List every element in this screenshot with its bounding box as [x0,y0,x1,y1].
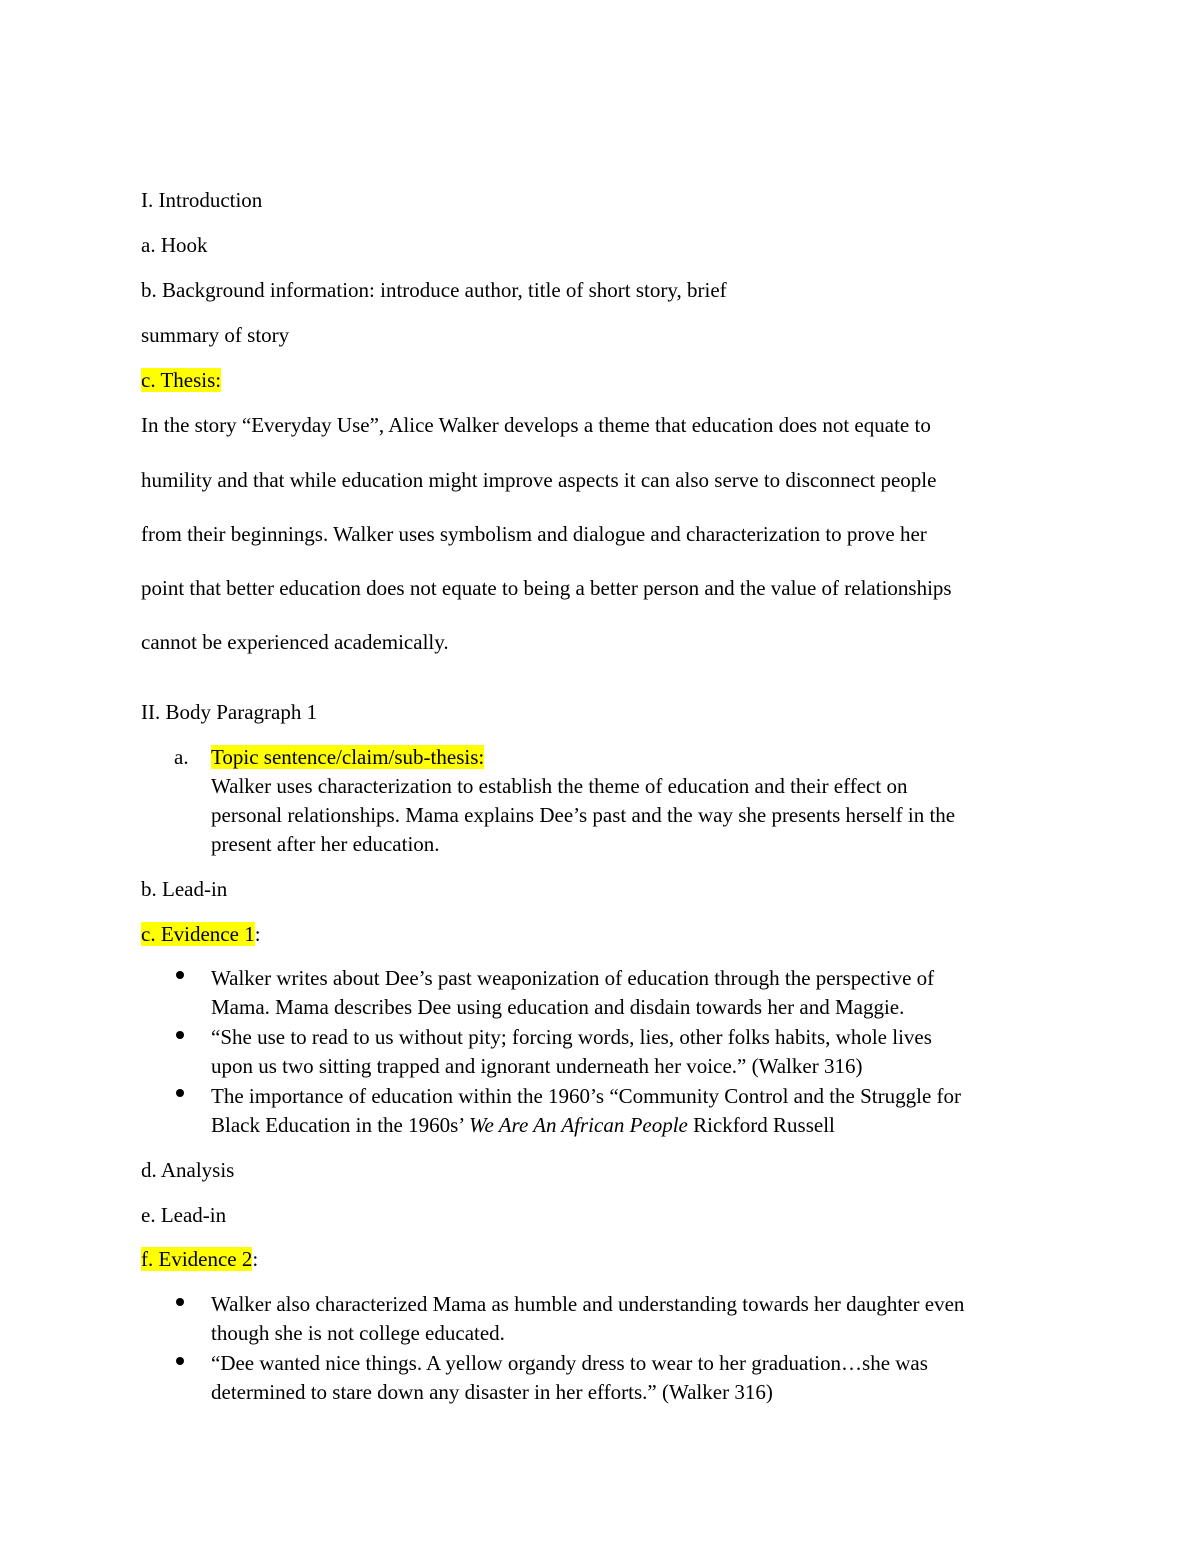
evidence-2-bullet-1-line-1: Walker also characterized Mama as humble and understanding towards her daughter even [211,1292,965,1316]
evidence-1-colon: : [254,922,261,946]
evidence-2-label [141,1246,258,1272]
topic-line: personal relationships. Mama explains Dee’s past and the way she presents herself in the [211,803,956,827]
topic-line: Walker uses characterization to establish the theme of education and their effect on [211,774,908,798]
thesis-line: humility and that while education might improve aspects it can also serve to disconnect people [141,468,937,492]
evidence-1-bullet-2-line-2: upon us two sitting trapped and ignorant underneath her voice.” (Walker 316) [211,1054,863,1078]
lead-in-e: e. Lead-in [141,1203,227,1227]
lead-in-b: b. Lead-in [141,877,228,901]
topic-line: present after her education. [211,832,440,856]
evidence-1-bullet-3-line-2 [211,1112,835,1138]
thesis-line: In the story “Everyday Use”, Alice Walker develops a theme that education does not equate to [141,413,931,437]
thesis-line: cannot be experienced academically. [141,630,449,654]
evidence-1-bullet-1-line-2: Mama. Mama describes Dee using education and disdain towards her and Maggie. [211,995,905,1019]
body-paragraph-1-heading: II. Body Paragraph 1 [141,700,318,724]
bullet-icon [176,1357,184,1365]
book-title: We Are An African People [468,1113,688,1137]
thesis-line: point that better education does not equate to being a better person and the value of relationships [141,576,952,600]
thesis-label [141,367,221,393]
bullet-icon [176,971,184,979]
bullet-icon [176,1298,184,1306]
thesis-label-highlight: c. Thesis: [141,368,222,392]
background-line-2: summary of story [141,323,290,347]
hook-line: a. Hook [141,233,208,257]
evidence-1-highlight: c. Evidence 1 [141,922,255,946]
topic-marker: a. [174,745,189,769]
evidence-2-colon: : [252,1247,259,1271]
topic-label-highlight: Topic sentence/claim/sub-thesis: [211,745,485,769]
bullet-icon [176,1089,184,1097]
thesis-line: from their beginnings. Walker uses symbolism and dialogue and characterization to prove her [141,522,927,546]
evidence-1-label [141,921,261,947]
introduction-heading: I. Introduction [141,188,263,212]
background-line-1: b. Background information: introduce author, title of short story, brief [141,278,727,302]
evidence-1-bullet-1-line-1: Walker writes about Dee’s past weaponization of education through the perspective of [211,966,935,990]
evidence-2-bullet-1-line-2: though she is not college educated. [211,1321,505,1345]
bullet-icon [176,1031,184,1039]
evidence-2-bullet-2-line-1: “Dee wanted nice things. A yellow organdy dress to wear to her graduation…she was [211,1351,928,1375]
evidence-2-highlight: f. Evidence 2 [141,1247,253,1271]
citation-text: Black Education in the 1960s’ [211,1113,469,1137]
evidence-1-bullet-3-line-1: The importance of education within the 1960’s “Community Control and the Struggle for [211,1084,962,1108]
analysis-d: d. Analysis [141,1158,235,1182]
evidence-1-bullet-2-line-1: “She use to read to us without pity; forcing words, lies, other folks habits, whole lives [211,1025,932,1049]
citation-author: Rickford Russell [687,1113,835,1137]
topic-label [211,744,484,770]
evidence-2-bullet-2-line-2: determined to stare down any disaster in her efforts.” (Walker 316) [211,1380,773,1404]
